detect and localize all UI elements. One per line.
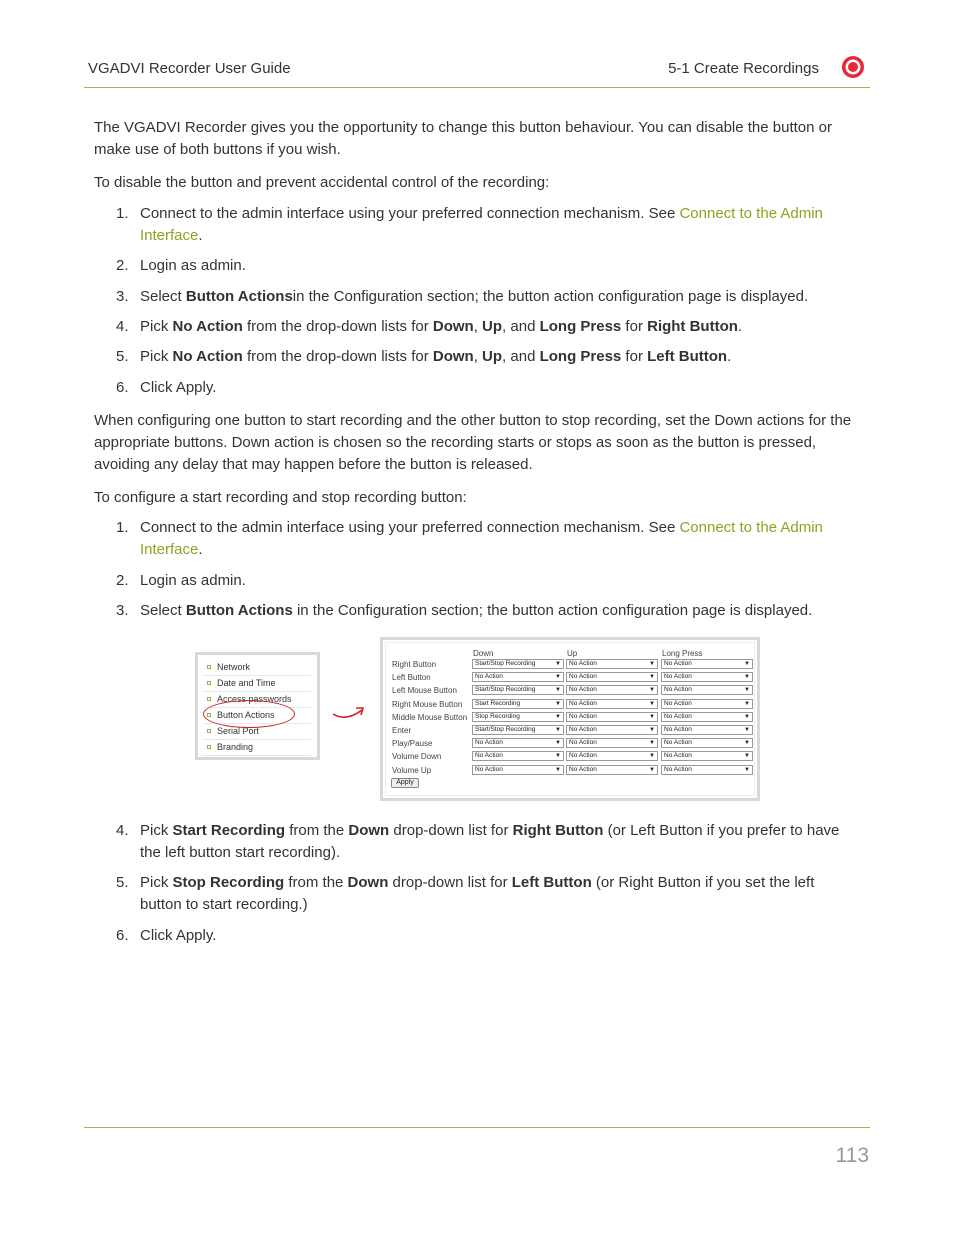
configure-intro: To configure a start recording and stop recording button: xyxy=(94,489,467,506)
action-select-down[interactable] xyxy=(472,672,564,682)
action-select-long[interactable] xyxy=(661,765,753,775)
select-value: No Action xyxy=(569,712,597,720)
dropdown-arrow-icon: ▼ xyxy=(744,674,750,681)
dropdown-arrow-icon: ▼ xyxy=(555,713,561,720)
select-value: No Action xyxy=(664,765,692,773)
list-item: 2. Login as admin. xyxy=(116,257,246,274)
header-rule xyxy=(84,87,870,88)
dropdown-arrow-icon: ▼ xyxy=(649,661,655,667)
admin-interface-link[interactable]: Connect to the Admin Interface xyxy=(140,205,823,244)
configure-paragraph: When configuring one button to start recording and the other button to stop recording, set the Down actions for the appropriate buttons. Down action is chosen so the recording starts or stops as soon as the button is pressed, avoiding any delay that may happen before the button is released. xyxy=(94,412,852,473)
select-value: Start Recording xyxy=(475,699,521,707)
select-value: No Action xyxy=(664,726,692,733)
action-select-up[interactable] xyxy=(566,712,658,722)
action-select-long[interactable] xyxy=(661,685,753,695)
action-select-down[interactable] xyxy=(472,659,564,669)
footer-rule xyxy=(84,1127,870,1128)
section-title: 5-1 Create Recordings xyxy=(668,60,819,77)
dropdown-arrow-icon: ▼ xyxy=(744,753,750,760)
dropdown-arrow-icon: ▼ xyxy=(744,740,750,747)
select-value: No Action xyxy=(569,673,597,681)
bullet-icon xyxy=(207,665,211,669)
nav-item-date-time[interactable]: Date and Time xyxy=(204,676,311,692)
list-item: 6. Click Apply. xyxy=(116,927,217,944)
bullet-icon xyxy=(207,697,211,701)
guide-title: VGADVI Recorder User Guide xyxy=(88,60,291,77)
row-label: Left Mouse Button xyxy=(392,686,457,696)
row-label: Right Mouse Button xyxy=(392,699,463,709)
curved-arrow-icon xyxy=(330,700,370,724)
row-label: Volume Up xyxy=(392,765,432,775)
nav-item-network[interactable]: Network xyxy=(204,660,311,676)
button-actions-panel xyxy=(380,637,760,801)
dropdown-arrow-icon: ▼ xyxy=(555,740,561,747)
dropdown-arrow-icon: ▼ xyxy=(555,753,561,760)
column-header-down: Down xyxy=(473,649,494,658)
dropdown-arrow-icon: ▼ xyxy=(555,766,561,773)
dropdown-arrow-icon: ▼ xyxy=(649,740,655,747)
dropdown-arrow-icon: ▼ xyxy=(649,674,655,681)
select-value: Start/Stop Recording xyxy=(475,686,536,694)
dropdown-arrow-icon: ▼ xyxy=(555,674,561,681)
dropdown-arrow-icon: ▼ xyxy=(649,727,655,733)
select-value: No Action xyxy=(569,699,597,707)
action-select-up[interactable] xyxy=(566,725,658,735)
action-select-long[interactable] xyxy=(661,712,753,722)
action-select-long[interactable] xyxy=(661,738,753,748)
action-select-down[interactable] xyxy=(472,712,564,722)
row-label: Enter xyxy=(392,726,412,735)
list-item: 5. Pick Stop Recording from the Down drop-down list for Left Button (or Right Button if you set the left button to start recording.) xyxy=(116,874,815,913)
bullet-icon xyxy=(207,681,211,685)
row-label: Play/Pause xyxy=(392,739,433,749)
list-item: 2. Login as admin. xyxy=(116,572,246,589)
dropdown-arrow-icon: ▼ xyxy=(555,661,561,667)
select-value: No Action xyxy=(475,752,503,760)
select-value: No Action xyxy=(475,765,503,773)
action-select-down[interactable] xyxy=(472,751,564,761)
select-value: No Action xyxy=(664,739,692,747)
page-number: 113 xyxy=(835,1144,869,1167)
disable-intro: To disable the button and prevent accidental control of the recording: xyxy=(94,174,550,191)
list-item: 1. Connect to the admin interface using your preferred connection mechanism. See Connect to the Admin Interface. xyxy=(116,519,823,558)
dropdown-arrow-icon: ▼ xyxy=(649,687,655,694)
highlight-circle xyxy=(203,700,295,728)
action-select-long[interactable] xyxy=(661,672,753,682)
select-value: Start/Stop Recording xyxy=(475,660,536,667)
select-value: No Action xyxy=(664,660,692,667)
action-select-up[interactable] xyxy=(566,672,658,682)
dropdown-arrow-icon: ▼ xyxy=(744,661,750,667)
action-select-up[interactable] xyxy=(566,765,658,775)
action-select-up[interactable] xyxy=(566,751,658,761)
nav-item-branding[interactable]: Branding xyxy=(204,740,311,756)
dropdown-arrow-icon: ▼ xyxy=(555,700,561,707)
select-value: No Action xyxy=(569,739,597,747)
dropdown-arrow-icon: ▼ xyxy=(744,700,750,707)
dropdown-arrow-icon: ▼ xyxy=(744,727,750,733)
apply-button[interactable]: Apply xyxy=(391,778,419,788)
list-item: 4. Pick No Action from the drop-down lists for Down, Up, and Long Press for Right Button. xyxy=(116,318,743,335)
select-value: No Action xyxy=(475,673,503,681)
select-value: No Action xyxy=(569,726,597,733)
select-value: No Action xyxy=(664,752,692,760)
row-label: Volume Down xyxy=(392,752,442,762)
list-item: 3. Select Button Actions in the Configuration section; the button action configuration page is displayed. xyxy=(116,602,813,619)
action-select-long[interactable] xyxy=(661,659,753,669)
row-label: Right Button xyxy=(392,660,437,669)
select-value: No Action xyxy=(569,686,597,694)
action-select-down[interactable] xyxy=(472,685,564,695)
action-select-down[interactable] xyxy=(472,699,564,709)
intro-paragraph: The VGADVI Recorder gives you the opportunity to change this button behaviour. You can disable the button or make use of both buttons if you wish. xyxy=(94,119,832,158)
action-select-down[interactable] xyxy=(472,765,564,775)
list-item: 6. Click Apply. xyxy=(116,379,217,396)
select-value: No Action xyxy=(664,673,692,681)
column-header-long-press: Long Press xyxy=(662,649,703,658)
column-header-up: Up xyxy=(567,649,578,658)
dropdown-arrow-icon: ▼ xyxy=(649,700,655,707)
nav-item-access-passwords[interactable]: Access passwords xyxy=(204,692,311,708)
admin-interface-link[interactable]: Connect to the Admin Interface xyxy=(140,519,823,558)
action-select-down[interactable] xyxy=(472,738,564,748)
row-label: Middle Mouse Button xyxy=(392,712,468,722)
select-value: Stop Recording xyxy=(475,712,520,720)
select-value: Start/Stop Recording xyxy=(475,726,536,733)
bullet-icon xyxy=(207,745,211,749)
select-value: No Action xyxy=(569,765,597,773)
dropdown-arrow-icon: ▼ xyxy=(649,713,655,720)
action-select-long[interactable] xyxy=(661,751,753,761)
action-select-up[interactable] xyxy=(566,685,658,695)
action-select-down[interactable] xyxy=(472,725,564,735)
row-label: Left Button xyxy=(392,673,431,683)
dropdown-arrow-icon: ▼ xyxy=(744,713,750,720)
select-value: No Action xyxy=(664,686,692,694)
select-value: No Action xyxy=(664,699,692,707)
nav-item-serial-port[interactable]: Serial Port xyxy=(204,724,311,740)
nav-item-button-actions[interactable]: Button Actions xyxy=(204,708,311,724)
action-select-up[interactable] xyxy=(566,659,658,669)
list-item: 5. Pick No Action from the drop-down lists for Down, Up, and Long Press for Left Button. xyxy=(116,348,732,365)
dropdown-arrow-icon: ▼ xyxy=(649,766,655,773)
bullet-icon xyxy=(207,729,211,733)
action-select-long[interactable] xyxy=(661,699,753,709)
action-select-up[interactable] xyxy=(566,738,658,748)
dropdown-arrow-icon: ▼ xyxy=(555,727,561,733)
record-icon xyxy=(841,55,865,79)
select-value: No Action xyxy=(569,660,597,667)
dropdown-arrow-icon: ▼ xyxy=(744,687,750,694)
action-select-long[interactable] xyxy=(661,725,753,735)
list-item: 1. Connect to the admin interface using your preferred connection mechanism. See Connect to the Admin Interface. xyxy=(116,205,823,244)
select-value: No Action xyxy=(569,752,597,760)
select-value: No Action xyxy=(475,739,503,747)
list-item: 3. Select Button Actionsin the Configuration section; the button action configuration page is displayed. xyxy=(116,288,809,305)
list-item: 4. Pick Start Recording from the Down drop-down list for Right Button (or Left Button if you prefer to have the left button start recording). xyxy=(116,822,840,861)
select-value: No Action xyxy=(664,712,692,720)
dropdown-arrow-icon: ▼ xyxy=(744,766,750,773)
dropdown-arrow-icon: ▼ xyxy=(555,687,561,694)
action-select-up[interactable] xyxy=(566,699,658,709)
dropdown-arrow-icon: ▼ xyxy=(649,753,655,760)
